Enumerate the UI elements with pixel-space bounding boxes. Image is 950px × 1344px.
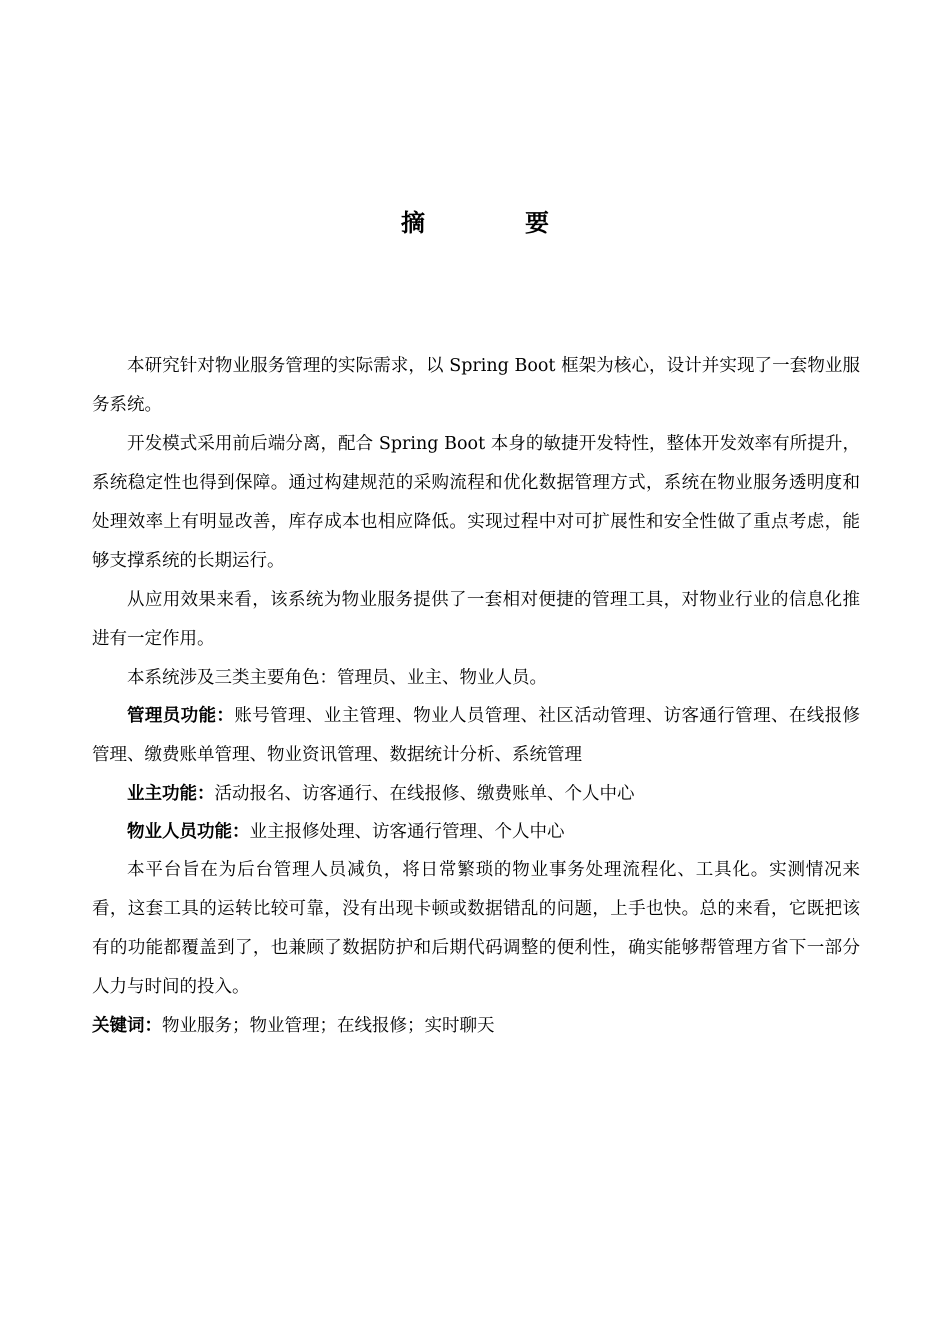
keywords-label: 关键词： [92,1016,162,1036]
paragraph-roles: 本系统涉及三类主要角色：管理员、业主、物业人员。 [127,668,547,688]
paragraph-intro: 本研究针对物业服务管理的实际需求，以 Spring Boot 框架为核心，设计并实现了一套物业服务系统。 [92,356,860,415]
page-title: 摘 要 [401,209,587,237]
paragraph-development: 开发模式采用前后端分离，配合 Spring Boot 本身的敏捷开发特性，整体开发效率有所提升，系统稳定性也得到保障。通过构建规范的采购流程和优化数据管理方式，系统在物业服务透明度和处理效率上有明显改善，库存成本也相应降低。实现过程中对可扩展性和安全性做了重点考虑，能够支撑系统的长期运行。 [92,434,860,571]
keywords-text: 物业服务；物业管理；在线报修；实时聊天 [162,1016,495,1036]
admin-functions-label: 管理员功能： [127,706,235,726]
abstract-body [92,347,860,1046]
paragraph-effect: 从应用效果来看，该系统为物业服务提供了一套相对便捷的管理工具，对物业行业的信息化推进有一定作用。 [92,590,860,649]
owner-functions-text: 活动报名、访客通行、在线报修、缴费账单、个人中心 [214,784,635,804]
keywords-line [92,1007,860,1046]
staff-functions-text: 业主报修处理、访客通行管理、个人中心 [249,822,565,842]
admin-functions-text: 账号管理、业主管理、物业人员管理、社区活动管理、访客通行管理、在线报修管理、缴费账单管理、物业资讯管理、数据统计分析、系统管理 [92,706,861,765]
paragraph-admin-functions [92,697,860,775]
owner-functions-label: 业主功能： [127,784,215,804]
paragraph-staff-functions [92,813,860,851]
paragraph-owner-functions [92,775,860,813]
paragraph-summary: 本平台旨在为后台管理人员减负，将日常繁琐的物业事务处理流程化、工具化。实测情况来看，这套工具的运转比较可靠，没有出现卡顿或数据错乱的问题，上手也快。总的来看，它既把该有的功能都覆盖到了，也兼顾了数据防护和后期代码调整的便利性，确实能够帮管理方省下一部分人力与时间的投入。 [92,860,860,997]
staff-functions-label: 物业人员功能： [127,822,250,842]
